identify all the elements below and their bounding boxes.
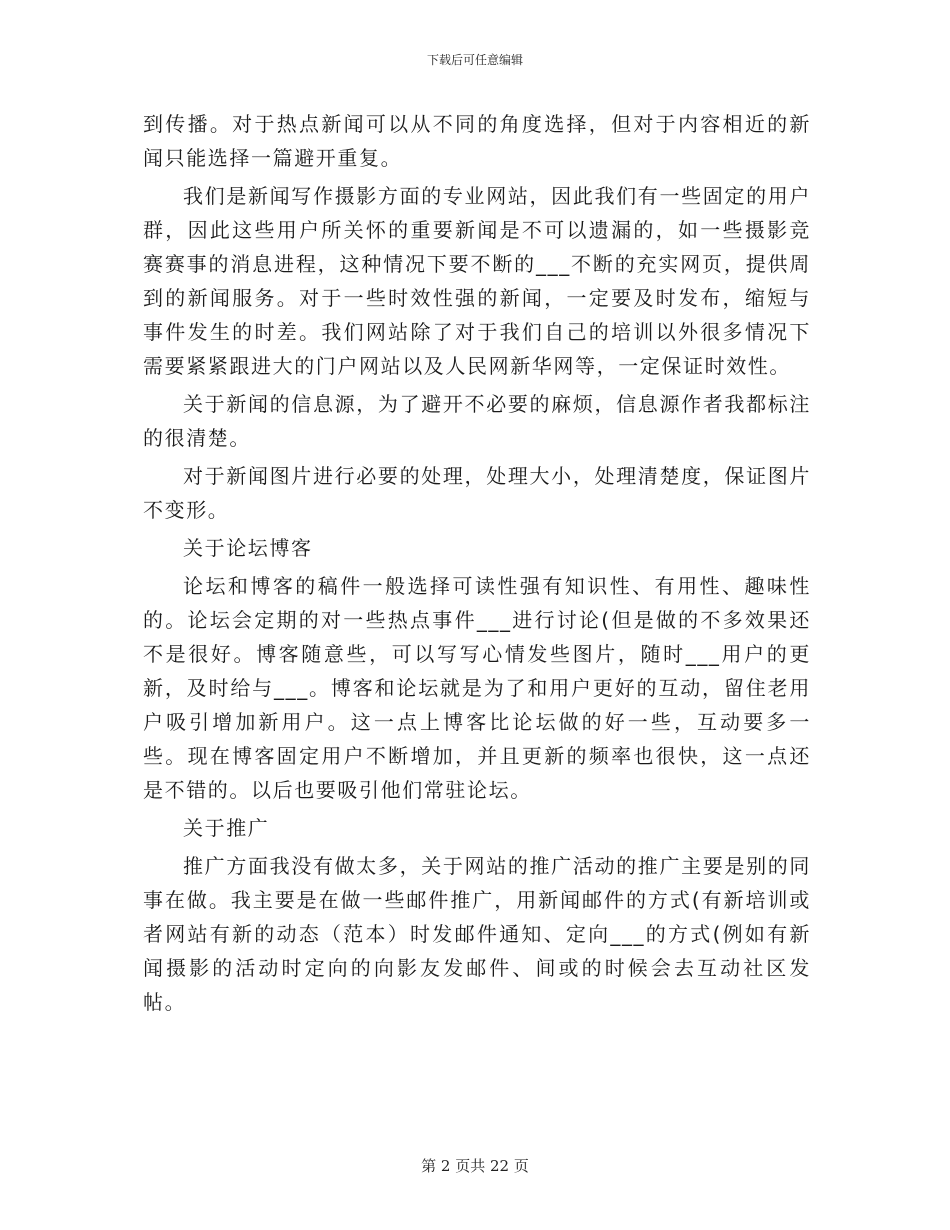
section-heading-promotion: 关于推广 bbox=[183, 816, 270, 840]
section-heading-forum-blog: 关于论坛博客 bbox=[183, 536, 313, 560]
page-header: 下载后可任意编辑 bbox=[426, 53, 523, 67]
paragraph-1: 到传播。对于热点新闻可以从不同的角度选择，但对于内容相近的新闻只能选择一篇避开重复。 bbox=[143, 112, 811, 170]
paragraph-2: 我们是新闻写作摄影方面的专业网站，因此我们有一些固定的用户群，因此这些用户所关怀的重要新闻是不可以遗漏的，如一些摄影竞赛赛事的消息进程，这种情况下要不断的___不断的充实网页，提供周到的新闻服务。对于一些时效性强的新闻，一定要及时发布，缩短与事件发生的时差。我们网站除了对于我们自己的培训以外很多情况下需要紧紧跟进大的门户网站以及人民网新华网等，一定保证时效性。 bbox=[143, 184, 811, 378]
document-body bbox=[143, 107, 811, 1023]
paragraph-5: 论坛和博客的稿件一般选择可读性强有知识性、有用性、趣味性的。论坛会定期的对一些热点事件___进行讨论(但是做的不多效果还不是很好。博客随意些，可以写写心情发些图片，随时___用户的更新，及时给与___。博客和论坛就是为了和用户更好的互动，留住老用户吸引增加新用户。这一点上博客比论坛做的好一些，互动要多一些。现在博客固定用户不断增加，并且更新的频率也很快，这一点还是不错的。以后也要吸引他们常驻论坛。 bbox=[143, 574, 811, 802]
paragraph-4: 对于新闻图片进行必要的处理，处理大小，处理清楚度，保证图片不变形。 bbox=[143, 464, 811, 522]
page-footer: 第 2 页共 22 页 bbox=[421, 1157, 529, 1175]
paragraph-3: 关于新闻的信息源，为了避开不必要的麻烦，信息源作者我都标注的很清楚。 bbox=[143, 392, 811, 450]
paragraph-6: 推广方面我没有做太多，关于网站的推广活动的推广主要是别的同事在做。我主要是在做一些邮件推广，用新闻邮件的方式(有新培训或者网站有新的动态（范本）时发邮件通知、定向___的方式(例如有新闻摄影的活动时定向的向影友发邮件、间或的时候会去互动社区发帖。 bbox=[143, 854, 811, 1014]
